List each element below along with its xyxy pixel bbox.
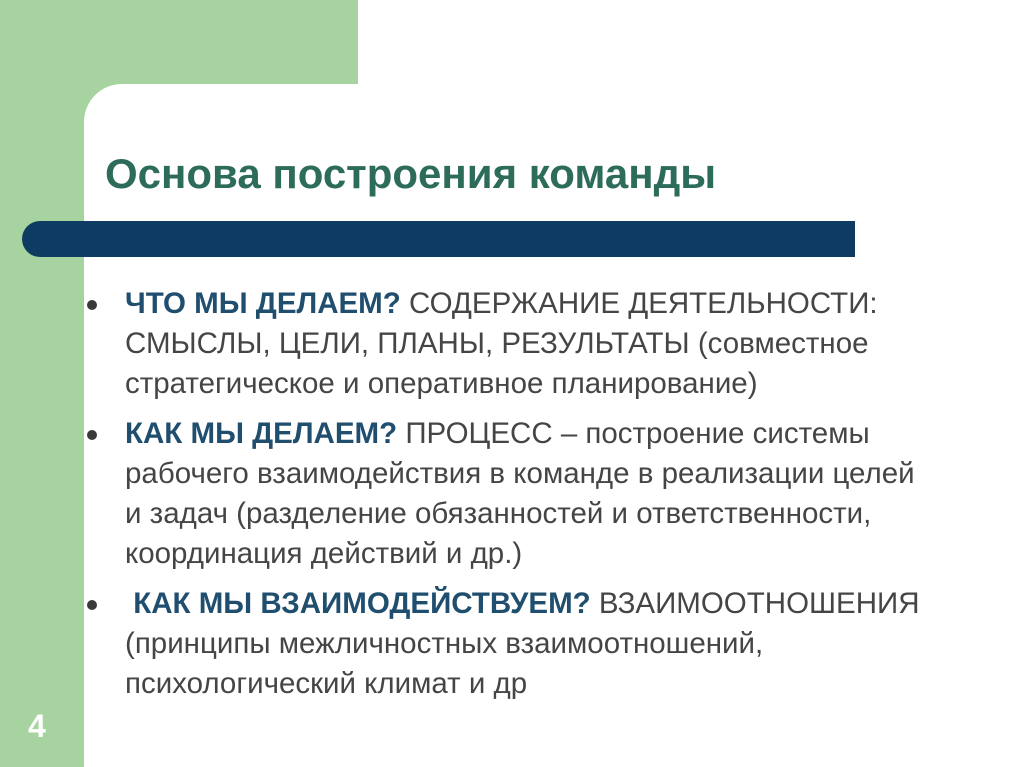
- bullet-line: стратегическое и оперативное планирование): [125, 367, 758, 400]
- bullet-item-what: [84, 284, 1014, 404]
- bullet-dot-icon: [87, 430, 97, 440]
- bullet-line: [125, 584, 1014, 624]
- bullet-item-interact: [84, 584, 1014, 704]
- slide-number: 4: [28, 708, 46, 744]
- bullet-line: рабочего взаимодействия в команде в реализации целей: [125, 457, 915, 490]
- bullet-line: [125, 414, 1014, 454]
- question-text: КАК МЫ ДЕЛАЕМ?: [125, 417, 398, 450]
- bullet-dot-icon: [87, 300, 97, 310]
- bullet-line: [125, 284, 1014, 324]
- bullet-text: ВЗАИМООТНОШЕНИЯ: [590, 587, 920, 620]
- title-underline-bar: [22, 221, 855, 257]
- bullet-text: ПРОЦЕСС – построение системы: [397, 417, 870, 450]
- bullet-line: СМЫСЛЫ, ЦЕЛИ, ПЛАНЫ, РЕЗУЛЬТАТЫ (совместное: [125, 327, 869, 360]
- bullet-line: координация действий и др.): [125, 537, 523, 570]
- bullet-list: [84, 284, 1014, 714]
- question-text: КАК МЫ ВЗАИМОДЕЙСТВУЕМ?: [125, 587, 591, 620]
- bullet-text: СОДЕРЖАНИЕ ДЕЯТЕЛЬНОСТИ:: [400, 287, 878, 320]
- bullet-line: (принципы межличностных взаимоотношений,: [125, 627, 764, 660]
- bullet-dot-icon: [87, 600, 97, 610]
- bullet-item-how: [84, 414, 1014, 574]
- decorative-green-strip: [0, 0, 84, 767]
- question-text: ЧТО МЫ ДЕЛАЕМ?: [125, 287, 401, 320]
- bullet-line: психологический климат и др: [125, 667, 528, 700]
- slide-title: Основа построения команды: [105, 150, 717, 197]
- bullet-line: и задач (разделение обязанностей и ответственности,: [125, 497, 872, 530]
